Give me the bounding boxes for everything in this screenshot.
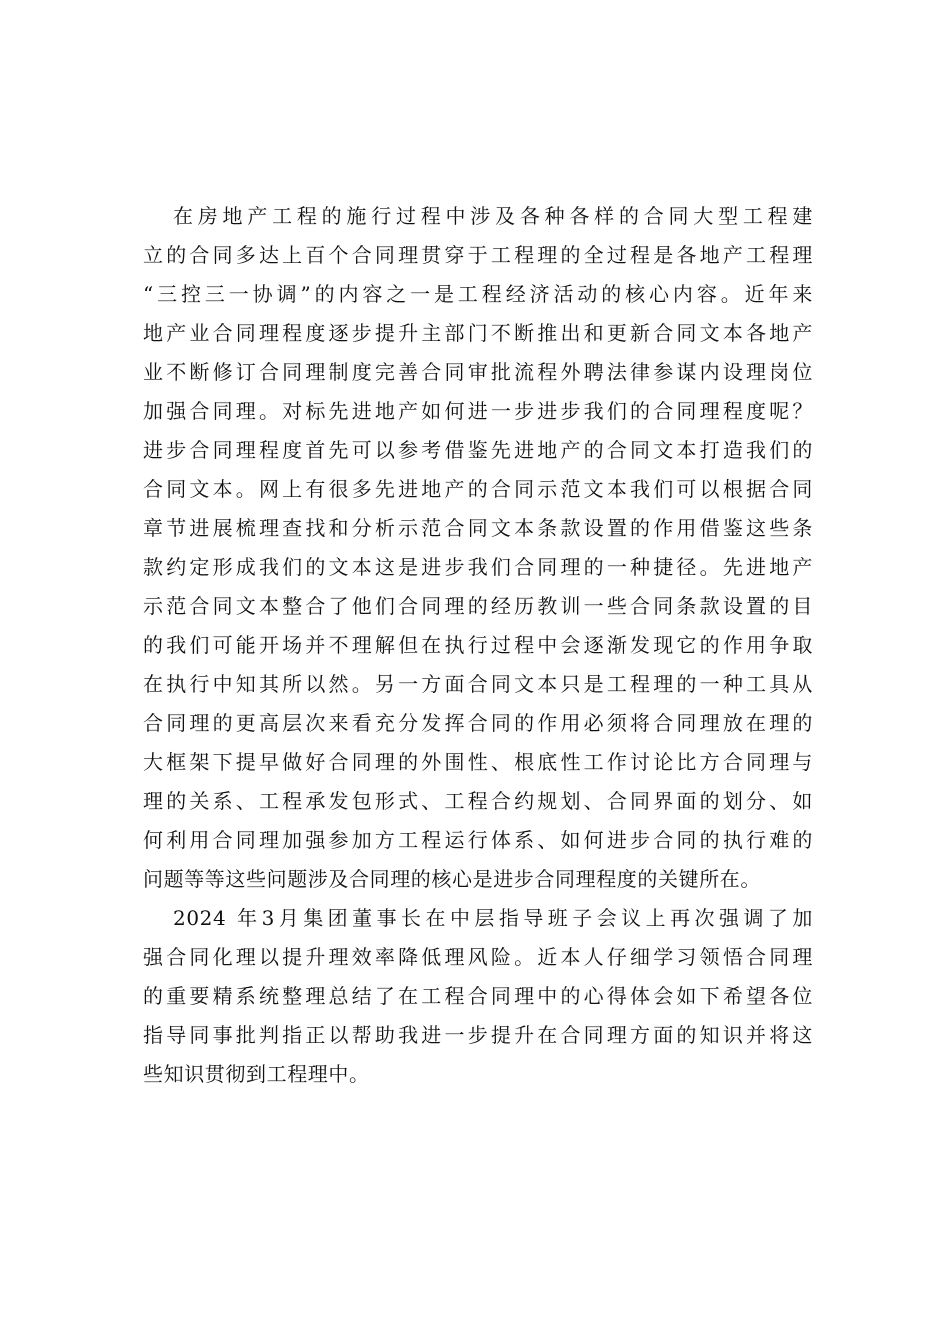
text-line: 立的合同多达上百个合同理贯穿于工程理的全过程是各地产工程理 bbox=[143, 243, 813, 267]
text-line: 强合同化理以提升理效率降低理风险。近本人仔细学习领悟合同理 bbox=[143, 945, 813, 969]
text-line: 业不断修订合同理制度完善合同审批流程外聘法律参谋内设理岗位 bbox=[143, 360, 813, 384]
text-line: 的重要精系统整理总结了在工程合同理中的心得体会如下希望各位 bbox=[143, 984, 813, 1008]
document-body bbox=[143, 197, 813, 1094]
text-line: “三控三一协调”的内容之一是工程经济活动的核心内容。近年来 bbox=[143, 282, 813, 306]
text-line: 合同理的更高层次来看充分发挥合同的作用必须将合同理放在理的 bbox=[143, 711, 813, 735]
text-line: 2024 年3月集团董事长在中层指导班子会议上再次强调了加 bbox=[173, 906, 813, 930]
text-line: 些知识贯彻到工程理中。 bbox=[143, 1062, 370, 1086]
text-line: 合同文本。网上有很多先进地产的合同示范文本我们可以根据合同 bbox=[143, 477, 813, 501]
text-line: 理的关系、工程承发包形式、工程合约规划、合同界面的划分、如 bbox=[143, 789, 813, 813]
paragraph-1 bbox=[143, 197, 813, 899]
text-line: 进步合同理程度首先可以参考借鉴先进地产的合同文本打造我们的 bbox=[143, 438, 813, 462]
text-line: 指导同事批判指正以帮助我进一步提升在合同理方面的知识并将这 bbox=[143, 1023, 813, 1047]
text-line: 加强合同理。对标先进地产如何进一步进步我们的合同理程度呢？ bbox=[143, 399, 813, 423]
text-line: 款约定形成我们的文本这是进步我们合同理的一种捷径。先进地产 bbox=[143, 555, 813, 579]
text-line: 示范合同文本整合了他们合同理的经历教训一些合同条款设置的目 bbox=[143, 594, 813, 618]
text-line: 大框架下提早做好合同理的外围性、根底性工作讨论比方合同理与 bbox=[143, 750, 813, 774]
text-line: 问题等等这些问题涉及合同理的核心是进步合同理程度的关键所在。 bbox=[143, 867, 761, 891]
text-line: 地产业合同理程度逐步提升主部门不断推出和更新合同文本各地产 bbox=[143, 321, 813, 345]
text-line: 在房地产工程的施行过程中涉及各种各样的合同大型工程建 bbox=[173, 204, 813, 228]
text-line: 的我们可能开场并不理解但在执行过程中会逐渐发现它的作用争取 bbox=[143, 633, 813, 657]
text-line: 何利用合同理加强参加方工程运行体系、如何进步合同的执行难的 bbox=[143, 828, 813, 852]
text-line: 在执行中知其所以然。另一方面合同文本只是工程理的一种工具从 bbox=[143, 672, 813, 696]
paragraph-2 bbox=[143, 899, 813, 1094]
text-line: 章节进展梳理查找和分析示范合同文本条款设置的作用借鉴这些条 bbox=[143, 516, 813, 540]
